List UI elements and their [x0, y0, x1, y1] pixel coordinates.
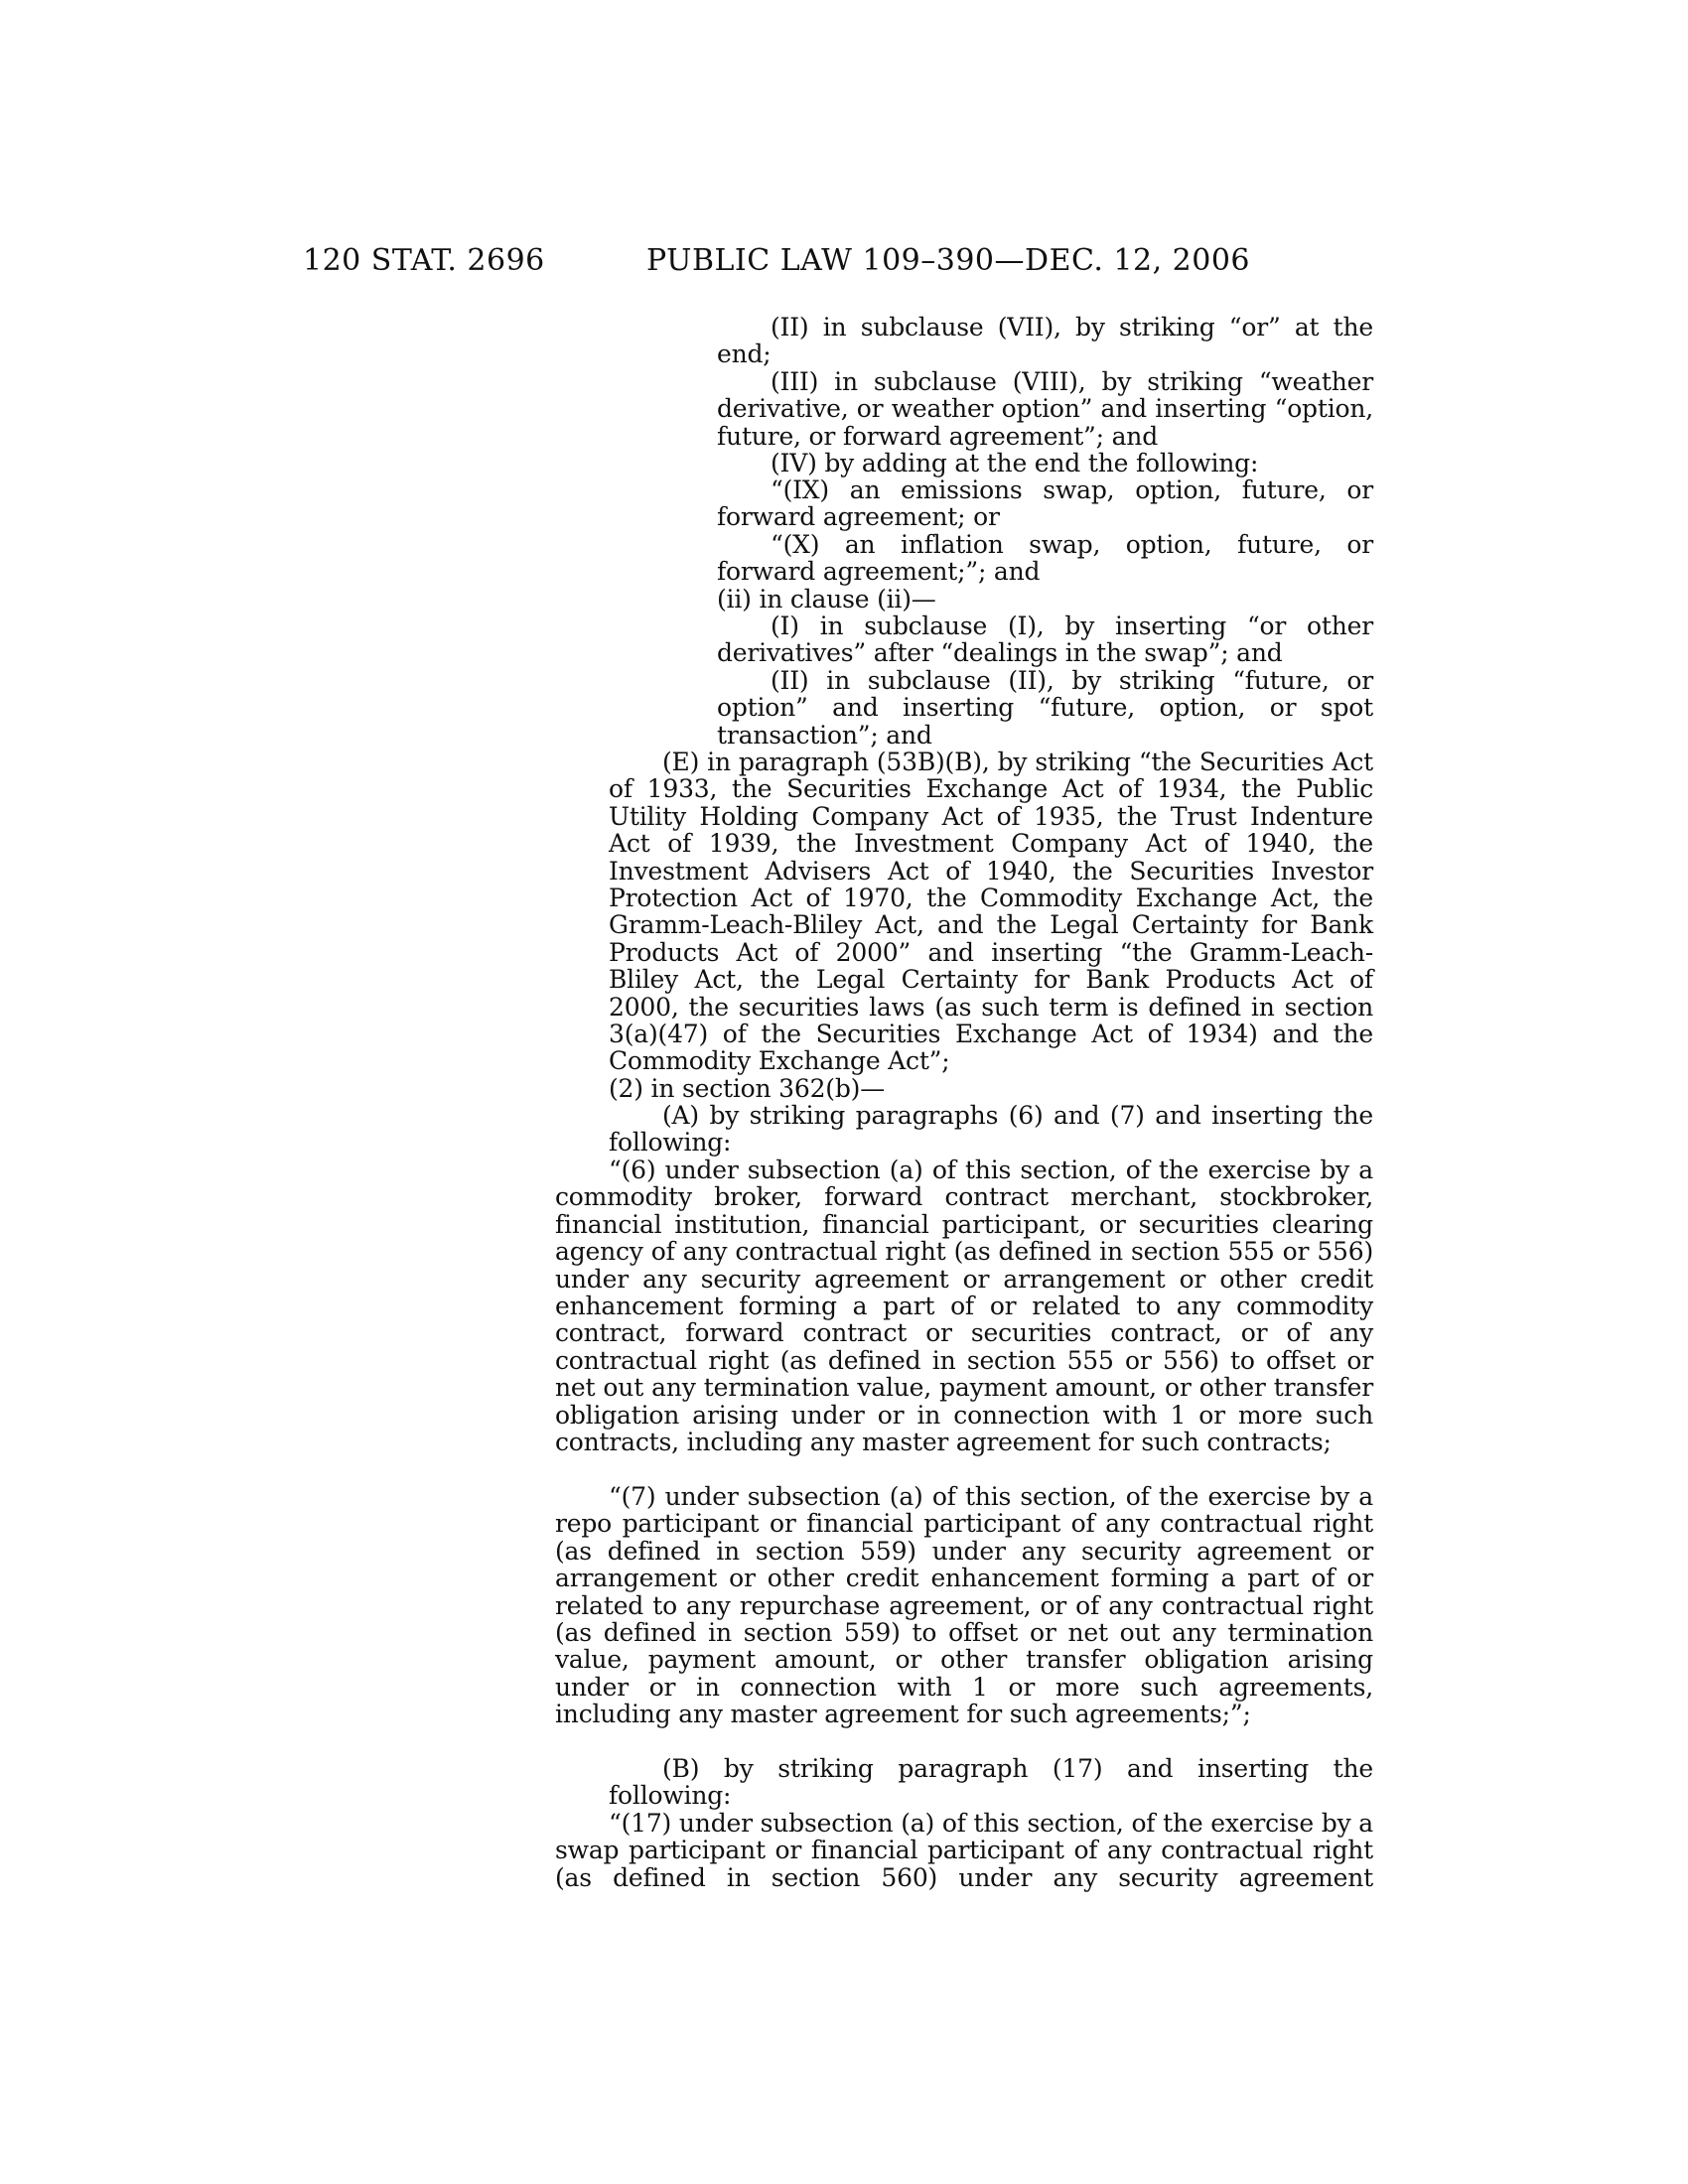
text-paragraph: (III) in subclause (VIII), by striking “weather derivative, or weather option” and inserting “option, future, or forward agreement”; and	[717, 367, 1373, 451]
text-paragraph: “(17) under subsection (a) of this section, of the exercise by a swap participant or financial participant of any contractual right (as defined in section 560) under any security agreement	[555, 1809, 1373, 1892]
text-paragraph: “(IX) an emissions swap, option, future, or forward agreement; or	[717, 476, 1373, 532]
text-paragraph: (A) by striking paragraphs (6) and (7) and inserting the following:	[609, 1101, 1373, 1158]
text-paragraph: (E) in paragraph (53B)(B), by striking “the Securities Act of 1933, the Securities Exchange Act of 1934, the Public Utility Holding Company Act of 1935, the Trust Indenture Act of 1939, the Investment Company Act of 1940, the Investment Advisers Act of 1940, the Securities Investor Protection Act of 1970, the Commodity Exchange Act, the Gramm-Leach-Bliley Act, and the Legal Certainty for Bank Products Act of 2000” and inserting “the Gramm-Leach-Bliley Act, the Legal Certainty for Bank Products Act of 2000, the securities laws (as such term is defined in section 3(a)(47) of the Securities Exchange Act of 1934) and the Commodity Exchange Act”;	[609, 748, 1373, 1076]
text-paragraph: (I) in subclause (I), by inserting “or other derivatives” after “dealings in the swap”; and	[717, 612, 1373, 668]
text-paragraph: (II) in subclause (VII), by striking “or” at the end;	[717, 313, 1373, 369]
text-paragraph: (IV) by adding at the end the following:	[771, 449, 1259, 478]
text-paragraph: “(6) under subsection (a) of this section, of the exercise by a commodity broker, forward contract merchant, stockbroker, financial institution, financial participant, or securities clearing agency of any contractual right (as defined in section 555 or 556) under any security agreement or arrangement or other credit enhancement forming a part of or related to any commodity contract, forward contract or securities contract, or of any contractual right (as defined in section 555 or 556) to offset or net out any termination value, payment amount, or other transfer obligation arising under or in connection with 1 or more such contracts, including any master agreement for such contracts;	[555, 1156, 1373, 1457]
text-paragraph: (2) in section 362(b)—	[609, 1074, 885, 1103]
text-paragraph: “(X) an inflation swap, option, future, or forward agreement;”; and	[717, 530, 1373, 587]
running-head: PUBLIC LAW 109–390—DEC. 12, 2006	[646, 243, 1251, 278]
text-paragraph: (B) by striking paragraph (17) and inserting the following:	[609, 1754, 1373, 1811]
page-number: 120 STAT. 2696	[303, 243, 545, 278]
text-paragraph: (II) in subclause (II), by striking “future, or option” and inserting “future, option, or spot transaction”; and	[717, 666, 1373, 750]
text-paragraph: “(7) under subsection (a) of this section, of the exercise by a repo participant or financial participant of any contractual right (as defined in section 559) under any security agreement or arrangement or other credit enhancement forming a part of or related to any repurchase agreement, or of any contractual right (as defined in section 559) to offset or net out any termination value, payment amount, or other transfer obligation arising under or in connection with 1 or more such agreements, including any master agreement for such agreements;”;	[555, 1482, 1373, 1729]
text-paragraph: (ii) in clause (ii)—	[717, 585, 936, 614]
